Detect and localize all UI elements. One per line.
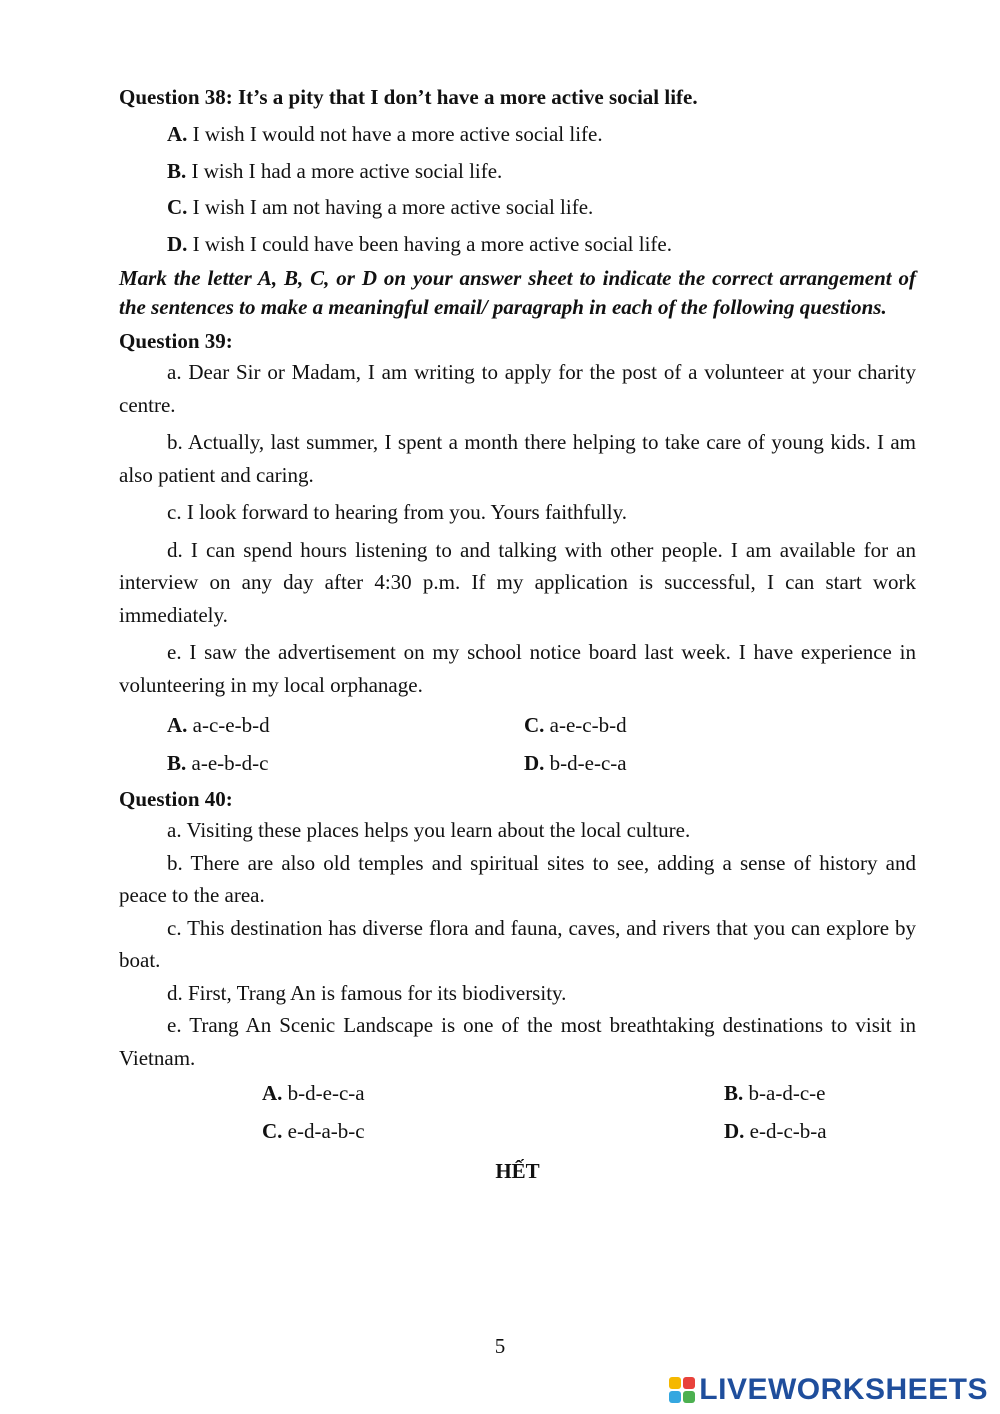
option-text: a-e-b-d-c — [186, 751, 269, 775]
question-39-option-a — [167, 706, 270, 744]
question-40-sentence-c: c. This destination has diverse flora and fauna, caves, and rivers that you can explore by boat. — [119, 915, 916, 972]
logo-square-icon — [669, 1391, 681, 1403]
question-40-option-c — [262, 1112, 365, 1150]
option-text: I wish I am not having a more active social life. — [187, 195, 594, 219]
question-40-sentence-d: d. First, Trang An is famous for its biodiversity. — [167, 980, 567, 1005]
logo-square-icon — [683, 1391, 695, 1403]
option-text: e-d-c-b-a — [744, 1119, 827, 1143]
option-letter: B. — [167, 751, 187, 775]
question-39-option-c — [524, 706, 627, 744]
worksheet-page — [119, 82, 916, 1186]
option-letter: C. — [167, 195, 188, 219]
page-number: 5 — [494, 1334, 506, 1358]
option-text: a-e-c-b-d — [544, 713, 627, 737]
question-38-option-d — [167, 226, 916, 263]
option-letter: B. — [724, 1081, 744, 1105]
question-40-sentence-a: a. Visiting these places helps you learn about the local culture. — [167, 818, 691, 842]
question-40-title: Question 40: — [119, 787, 233, 811]
question-40-sentence-e: e. Trang An Scenic Landscape is one of the most breathtaking destinations to visit in Vietnam. — [119, 1013, 916, 1070]
option-text: I wish I would not have a more active social life. — [187, 122, 603, 146]
question-38-option-a — [167, 116, 916, 153]
question-38-option-b — [167, 153, 916, 190]
question-40-options-row-1 — [119, 1074, 916, 1112]
option-letter: A. — [167, 122, 188, 146]
option-text: I wish I could have been having a more active social life. — [187, 231, 672, 256]
option-letter: D. — [524, 751, 545, 775]
logo-square-icon — [683, 1377, 695, 1389]
question-38-title: Question 38: It’s a pity that I don’t have a more active social life. — [119, 85, 698, 109]
option-letter: C. — [524, 713, 545, 737]
section-instruction: Mark the letter A, B, C, or D on your answer sheet to indicate the correct arrangement of the sentences to make a meaningful email/ paragraph in each of the following questions. — [119, 266, 916, 319]
liveworksheets-logo[interactable] — [669, 1373, 988, 1407]
option-letter: C. — [262, 1119, 283, 1143]
question-39-sentence-c: c. I look forward to hearing from you. Yours faithfully. — [167, 500, 627, 524]
end-of-test-label: HẾT — [495, 1159, 540, 1183]
option-text: b-a-d-c-e — [743, 1081, 826, 1105]
liveworksheets-wordmark: LIVEWORKSHEETS — [699, 1373, 988, 1406]
question-40-sentence-b: b. There are also old temples and spiritual sites to see, adding a sense of history and peace to the area. — [119, 850, 916, 907]
option-text: I wish I had a more active social life. — [186, 158, 503, 183]
option-text: b-d-e-c-a — [544, 751, 627, 775]
option-letter: D. — [724, 1119, 745, 1143]
question-40-option-b — [724, 1074, 825, 1112]
question-40-option-a — [262, 1074, 365, 1112]
question-38-option-c — [167, 189, 916, 226]
question-39-sentence-e: e. I saw the advertisement on my school notice board last week. I have experience in volunteering in my local orphanage. — [119, 640, 916, 697]
question-39-option-b — [167, 744, 268, 782]
option-text: e-d-a-b-c — [282, 1119, 365, 1143]
question-39-title: Question 39: — [119, 329, 233, 353]
option-letter: D. — [167, 231, 188, 256]
question-39-option-d — [524, 744, 627, 782]
option-letter: A. — [167, 713, 188, 737]
question-39-sentence-b: b. Actually, last summer, I spent a month there helping to take care of young kids. I am also patient and caring. — [119, 430, 916, 487]
question-39-sentence-a: a. Dear Sir or Madam, I am writing to apply for the post of a volunteer at your charity centre. — [119, 360, 916, 417]
option-text: a-c-e-b-d — [187, 713, 270, 737]
option-text: b-d-e-c-a — [282, 1081, 365, 1105]
question-40-options-row-2 — [119, 1112, 916, 1150]
option-letter: B. — [167, 158, 187, 183]
question-39-options-row-1 — [119, 706, 916, 744]
option-letter: A. — [262, 1081, 283, 1105]
question-39-options-row-2 — [119, 744, 916, 782]
question-40-option-d — [724, 1112, 827, 1150]
liveworksheets-icon — [669, 1377, 695, 1403]
question-39-sentence-d: d. I can spend hours listening to and talking with other people. I am available for an interview on any day after 4:30 p.m. If my application is successful, I can start work immediately. — [119, 537, 916, 627]
logo-square-icon — [669, 1377, 681, 1389]
